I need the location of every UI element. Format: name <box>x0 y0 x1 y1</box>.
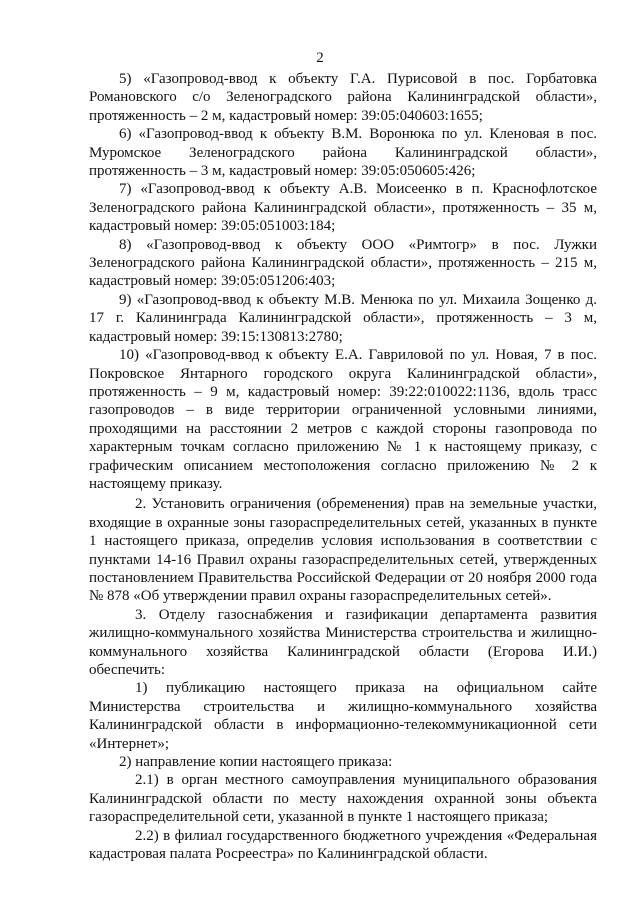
paragraph-item-5: 5) «Газопровод-ввод к объекту Г.А. Пурисовой в пос. Горбатовка Романовского с/о Зеленоградского района Калининградской области», протяженность – 2 м, кадастровый номер: 39:05:040603:1655; <box>89 71 597 124</box>
paragraph-item-10: 10) «Газопровод-ввод к объекту Е.А. Гавриловой по ул. Новая, 7 в пос. Покровское Янтарного городского округа Калининградской области», протяженность – 9 м, кадастровый номер: 39:22:010022:1136, вдоль трасс газопроводов – в виде территории ограниченной условными линиями, проходящими на расстоянии 2 метров с каждой стороны газопровода по характерным точкам согласно приложению № 1 к настоящему приказу, с графическим описанием местоположения согласно приложению № 2 к настоящему приказу. <box>89 347 597 492</box>
paragraph-section-3-2-2: 2.2) в филиал государственного бюджетного учреждения «Федеральная кадастровая палата Росреестра» по Калининградской области. <box>89 827 597 863</box>
document-body <box>89 70 597 863</box>
paragraph-section-3: 3. Отделу газоснабжения и газификации департамента развития жилищно-коммунального хозяйства Министерства строительства и жилищно-коммунального хозяйства Калининградской области (Егорова И.И.) обеспечить: <box>89 606 597 678</box>
paragraph-section-3-2-1: 2.1) в орган местного самоуправления муниципального образования Калининградской области по месту нахождения охранной зоны объекта газораспределительной сети, указанной в пункте 1 настоящего приказа; <box>89 772 597 826</box>
page-number: 2 <box>316 50 324 66</box>
paragraph-section-2: 2. Установить ограничения (обременения) прав на земельные участки, входящие в охранные зоны газораспределительных сетей, указанных в пункте 1 настоящего приказа, определив условия использования в соответствии с пунктами 14-16 Правил охраны газораспределительных сетей, утвержденных постановлением Правительства Российской Федерации от 20 ноября 2000 года № 878 «Об утверждении правил охраны газораспределительных сетей». <box>89 496 597 605</box>
paragraph-item-9: 9) «Газопровод-ввод к объекту М.В. Менюка по ул. Михаила Зощенко д. 17 г. Калининграда Калининградской области», протяженность – 3 м, кадастровый номер: 39:15:130813:2780; <box>89 291 597 345</box>
paragraph-item-8: 8) «Газопровод-ввод к объекту ООО «Римтогр» в пос. Лужки Зеленоградского района Калининградской области», протяженность – 215 м, кадастровый номер: 39:05:051206:403; <box>89 236 597 290</box>
paragraph-item-7: 7) «Газопровод-ввод к объекту А.В. Моисеенко в п. Краснофлотское Зеленоградского района Калининградской области», протяженность – 35 м, кадастровый номер: 39:05:051003:184; <box>89 181 597 235</box>
paragraph-section-3-2: 2) направление копии настоящего приказа: <box>119 754 393 771</box>
paragraph-section-3-1: 1) публикацию настоящего приказа на официальном сайте Министерства строительства и жилищно-коммунального хозяйства Калининградской области в информационно-телекоммуникационной сети «Интернет»; <box>89 680 597 752</box>
paragraph-item-6: 6) «Газопровод-ввод к объекту В.М. Воронюка по ул. Кленовая в пос. Муромское Зеленоградского района Калининградской области», протяженность – 3 м, кадастровый номер: 39:05:050605:426; <box>89 126 597 180</box>
